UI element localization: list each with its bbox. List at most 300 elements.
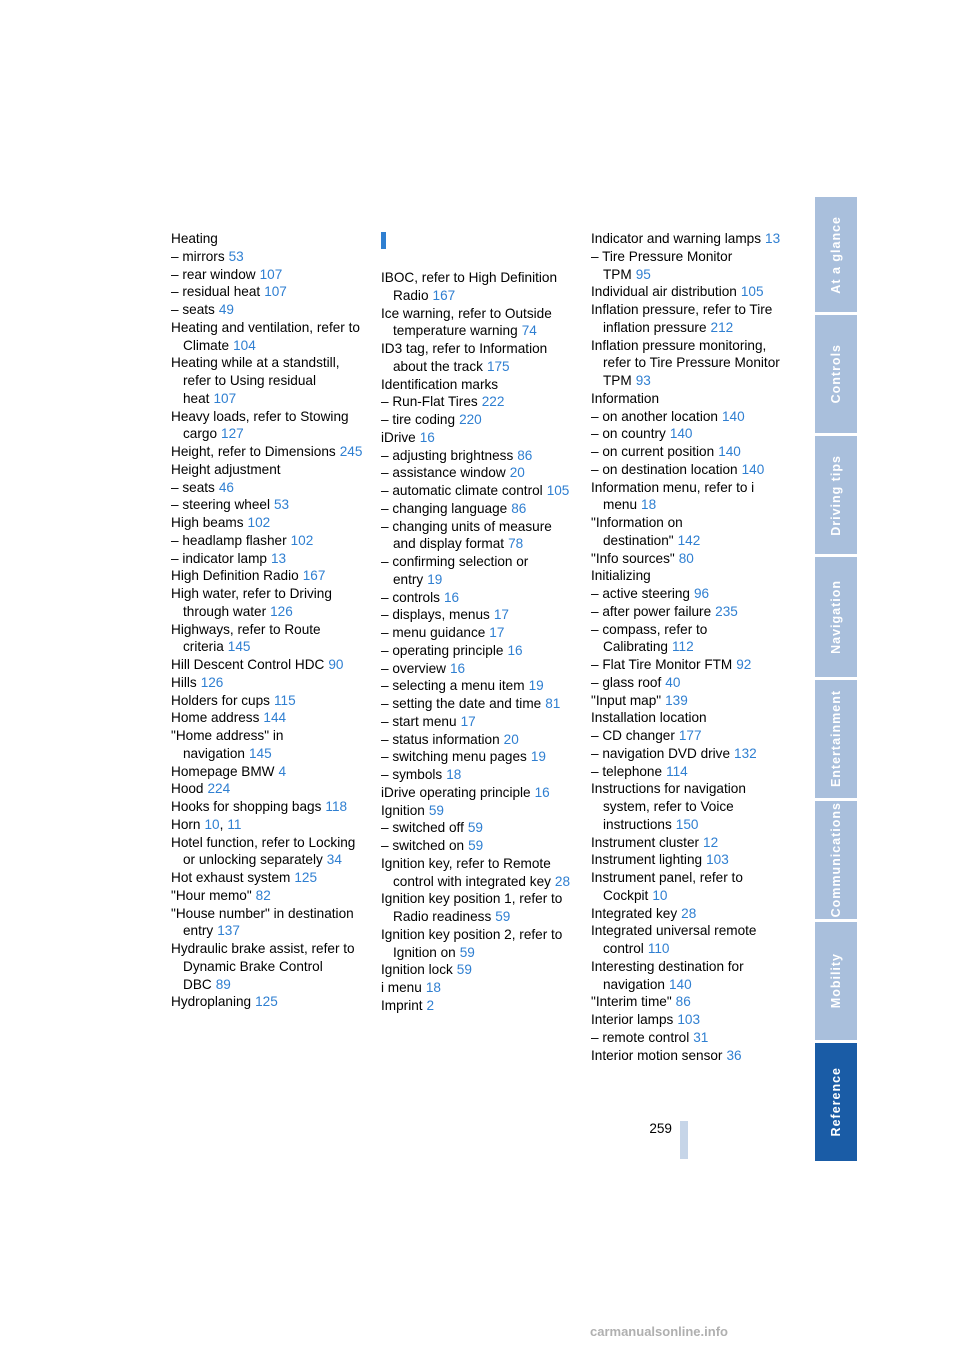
index-term: – steering wheel — [171, 497, 270, 513]
index-term: "Home address" in navigation — [171, 728, 284, 761]
page-reference-link[interactable]: 95 — [635, 266, 651, 282]
index-term: – status information — [381, 731, 500, 747]
index-entry — [381, 961, 573, 979]
page-reference-link[interactable]: 16 — [449, 660, 466, 676]
index-term: – controls — [381, 589, 440, 605]
index-entry — [171, 993, 363, 1011]
index-entry — [381, 766, 573, 784]
index-entry — [381, 784, 573, 802]
page-reference-link[interactable]: 17 — [489, 625, 505, 640]
page-reference-link[interactable]: 212 — [710, 319, 734, 335]
index-term: Indicator and warning lamps — [591, 231, 762, 246]
page-reference-link[interactable]: 10 — [204, 816, 220, 832]
index-entry — [171, 496, 363, 514]
index-entry — [591, 550, 783, 568]
tab-label: Navigation — [829, 580, 843, 654]
index-entry — [381, 890, 573, 926]
index-term: – assistance window — [381, 465, 506, 481]
index-entry — [381, 802, 573, 820]
index-term: Home address — [171, 710, 260, 726]
index-entry — [171, 514, 363, 532]
page-reference-link[interactable]: 17 — [493, 607, 509, 623]
page-reference-link[interactable]: 126 — [270, 603, 293, 619]
index-term: – switched on — [381, 838, 465, 853]
index-entry — [381, 606, 573, 624]
index-entry — [381, 447, 573, 465]
index-entry — [381, 660, 573, 678]
page-reference-link[interactable]: 102 — [247, 515, 271, 530]
page-reference-link[interactable]: 80 — [678, 550, 694, 566]
tab-driving-tips[interactable] — [815, 436, 857, 554]
page-reference-link[interactable]: 19 — [530, 749, 546, 765]
index-entry — [591, 727, 783, 745]
index-term: – indicator lamp — [171, 550, 267, 566]
index-term: – remote control — [591, 1029, 690, 1045]
index-entry — [381, 819, 573, 837]
page-reference-link[interactable]: 59 — [495, 909, 511, 924]
index-term: – on destination location — [591, 461, 738, 477]
index-entry — [171, 248, 363, 266]
index-entry — [591, 230, 783, 248]
index-entry — [381, 482, 573, 500]
index-term: Instrument lighting — [591, 852, 703, 868]
index-term: High beams — [171, 515, 244, 530]
index-entry — [591, 674, 783, 692]
index-term: – adjusting brightness — [381, 447, 514, 463]
index-term: – on current position — [591, 444, 715, 459]
index-term: Ignition key, refer to Remote control with integrated key — [381, 855, 551, 889]
index-term: Hotel function, refer to Locking or unlocking separately — [171, 834, 356, 868]
index-term: Hydroplaning — [171, 994, 252, 1010]
page-reference-link[interactable]: 139 — [665, 692, 688, 708]
page-reference-link[interactable]: 220 — [459, 412, 482, 427]
tab-reference[interactable] — [815, 1043, 857, 1161]
page-reference-link[interactable]: 74 — [521, 323, 537, 339]
index-entry — [381, 500, 573, 518]
page-number: 259 — [649, 1121, 672, 1136]
page-reference-link[interactable]: 93 — [635, 373, 651, 388]
page-reference-link[interactable]: 82 — [255, 887, 271, 903]
page-reference-link[interactable]: 31 — [693, 1029, 709, 1045]
page-reference-link[interactable]: 110 — [647, 941, 670, 956]
index-term: – operating principle — [381, 642, 504, 658]
page-reference-link[interactable]: 107 — [213, 390, 237, 406]
page-reference-link[interactable]: 16 — [507, 642, 523, 658]
index-term: – glass roof — [591, 674, 662, 690]
index-term: Highways, refer to Route criteria — [171, 621, 321, 655]
page-reference-link[interactable]: 103 — [677, 1012, 701, 1027]
page-reference-link[interactable]: 10 — [652, 887, 668, 903]
index-term: Hood — [171, 781, 204, 797]
index-entry — [591, 763, 783, 781]
page-reference-link[interactable]: 140 — [669, 426, 693, 442]
index-term: – Tire Pressure Monitor TPM — [591, 248, 733, 282]
index-term: Ignition lock — [381, 962, 453, 978]
index-term: iDrive — [381, 429, 416, 445]
index-term: Horn — [171, 816, 201, 832]
index-term: – start menu — [381, 713, 457, 729]
index-term: – Run-Flat Tires — [381, 394, 478, 410]
page-reference-link[interactable]: 235 — [715, 603, 738, 619]
page-reference-link[interactable]: 53 — [274, 497, 290, 513]
index-term: – menu guidance — [381, 625, 486, 640]
index-term: Inflation pressure, refer to Tire inflation pressure — [591, 302, 773, 335]
page-reference-link[interactable]: 104 — [233, 337, 256, 353]
page-reference-link[interactable]: 16 — [419, 429, 435, 445]
index-term: Ignition key position 2, refer to Ignition on — [381, 926, 563, 960]
index-entry — [381, 695, 573, 713]
tab-at-a-glance[interactable] — [815, 197, 857, 312]
index-term: – telephone — [591, 763, 663, 779]
page-reference-link[interactable]: 28 — [554, 873, 571, 889]
index-entry — [591, 922, 783, 958]
index-term: Imprint — [381, 997, 423, 1013]
index-entry — [591, 585, 783, 603]
page-reference-link[interactable]: 78 — [508, 536, 524, 552]
index-term: "Info sources" — [591, 550, 675, 566]
page-reference-link[interactable]: 28 — [681, 905, 697, 921]
index-term: – selecting a menu item — [381, 678, 525, 694]
index-term: Instrument panel, refer to Cockpit — [591, 870, 743, 903]
index-term: – active steering — [591, 586, 690, 601]
index-term: – compass, refer to Calibrating — [591, 621, 708, 655]
index-term: – overview — [381, 660, 446, 676]
index-entry — [381, 926, 573, 962]
page-number-bar — [680, 1121, 688, 1159]
index-term: Interior motion sensor — [591, 1047, 723, 1063]
page-reference-link[interactable]: 102 — [290, 532, 314, 548]
index-entry — [171, 443, 363, 461]
page-reference-link[interactable]: 86 — [511, 500, 527, 516]
tab-entertainment[interactable] — [815, 680, 857, 798]
index-term: Homepage BMW — [171, 763, 275, 779]
page-reference-link[interactable]: 112 — [671, 639, 694, 655]
index-entry — [381, 553, 573, 589]
tab-mobility[interactable] — [815, 922, 857, 1040]
index-term: Initializing — [591, 568, 651, 584]
page-reference-link[interactable]: 20 — [503, 731, 519, 747]
index-term: Hydraulic brake assist, refer to Dynamic Brake Control DBC — [171, 941, 355, 992]
index-entry — [171, 266, 363, 284]
index-entry — [591, 745, 783, 763]
index-entry — [381, 997, 573, 1015]
index-term: – CD changer — [591, 728, 675, 743]
page-reference-link[interactable]: 137 — [217, 923, 240, 939]
page-reference-link[interactable]: 59 — [467, 820, 483, 836]
index-entry — [381, 518, 573, 554]
index-entry — [171, 905, 363, 941]
index-term: i menu — [381, 980, 422, 995]
index-term: – symbols — [381, 767, 443, 782]
index-term: – navigation DVD drive — [591, 745, 731, 761]
page-reference-link[interactable]: 107 — [259, 266, 283, 282]
page-reference-link[interactable]: 19 — [427, 571, 443, 587]
index-entry — [171, 230, 363, 248]
index-entry — [381, 624, 573, 642]
index-term: Hill Descent Control HDC — [171, 657, 325, 672]
page-reference-link[interactable]: 145 — [227, 639, 251, 655]
index-term: Instrument cluster — [591, 834, 700, 850]
index-entry — [171, 461, 363, 479]
page-reference-link[interactable]: 19 — [528, 678, 544, 694]
page-reference-link[interactable]: 96 — [694, 586, 710, 601]
page-reference-link[interactable]: 125 — [255, 994, 278, 1010]
tab-navigation[interactable] — [815, 557, 857, 677]
index-term: Instructions for navigation system, refer to Voice instructions — [591, 781, 746, 832]
index-term: High Definition Radio — [171, 568, 299, 584]
index-entry — [591, 780, 783, 833]
index-term: – on country — [591, 426, 666, 442]
tab-communications[interactable] — [815, 801, 857, 919]
index-entry — [381, 269, 573, 305]
page-reference-link[interactable]: 40 — [665, 674, 681, 690]
index-entry — [381, 589, 573, 607]
page-reference-link[interactable]: 46 — [218, 479, 234, 495]
index-term: "Interim time" — [591, 994, 672, 1010]
tab-label: Mobility — [829, 953, 843, 1009]
index-term: Heating while at a standstill, refer to Using residual heat — [171, 355, 340, 406]
page-reference-link[interactable]: 59 — [456, 962, 472, 978]
index-term: – mirrors — [171, 248, 225, 264]
page-reference-link[interactable]: 105 — [546, 483, 570, 498]
tab-controls[interactable] — [815, 315, 857, 433]
index-term: – seats — [171, 479, 215, 495]
index-entry — [171, 479, 363, 497]
index-entry — [381, 713, 573, 731]
index-entry — [171, 780, 363, 798]
index-entry — [381, 376, 573, 394]
index-term: Inflation pressure monitoring, refer to Tire Pressure Monitor TPM — [591, 337, 780, 388]
index-entry — [171, 674, 363, 692]
page-reference-link[interactable]: 12 — [703, 834, 719, 850]
page-reference-link[interactable]: 53 — [228, 248, 244, 264]
page-reference-link[interactable]: 86 — [675, 994, 691, 1010]
index-term: Ignition — [381, 802, 425, 818]
page-reference-link[interactable]: 90 — [328, 657, 344, 672]
index-entry — [381, 340, 573, 376]
index-entry — [591, 1047, 783, 1065]
index-term: – rear window — [171, 266, 256, 282]
index-entry — [171, 585, 363, 621]
index-entry — [591, 425, 783, 443]
index-entry — [171, 869, 363, 887]
tab-label: Entertainment — [829, 690, 843, 788]
page-reference-link[interactable]: 145 — [248, 745, 272, 761]
index-term: – Flat Tire Monitor FTM — [591, 657, 733, 672]
index-entry — [591, 993, 783, 1011]
index-entry — [171, 727, 363, 763]
page-reference-link[interactable]: 16 — [534, 784, 550, 800]
tab-label: Communications — [829, 802, 843, 918]
index-entry — [591, 1011, 783, 1029]
index-term: Heavy loads, refer to Stowing cargo — [171, 408, 349, 442]
index-term: Identification marks — [381, 376, 499, 392]
page-reference-link[interactable]: 114 — [666, 763, 688, 779]
page-reference-link[interactable]: 49 — [218, 302, 234, 317]
index-entry — [381, 855, 573, 891]
index-entry — [591, 283, 783, 301]
page-reference-link[interactable]: 140 — [668, 976, 692, 992]
index-entry — [381, 411, 573, 429]
page-reference-link[interactable]: 103 — [706, 852, 729, 868]
page-reference-link[interactable]: 86 — [517, 447, 533, 463]
page-reference-link[interactable]: 13 — [765, 231, 781, 246]
index-entry — [171, 301, 363, 319]
index-term: Height adjustment — [171, 461, 281, 477]
index-entry — [171, 887, 363, 905]
index-entry — [381, 429, 573, 447]
page-reference-link[interactable]: 127 — [221, 426, 244, 442]
index-term: – automatic climate control — [381, 483, 543, 498]
index-entry — [171, 798, 363, 816]
index-entry — [381, 979, 573, 997]
page-reference-link[interactable]: 89 — [215, 976, 231, 992]
index-entry — [591, 958, 783, 994]
index-entry — [171, 709, 363, 727]
index-entry — [381, 642, 573, 660]
index-term: Information — [591, 390, 660, 406]
page-reference-link[interactable]: 16 — [443, 589, 460, 605]
index-entry — [591, 709, 783, 727]
page-reference-link[interactable]: 224 — [207, 781, 231, 797]
index-entry — [591, 390, 783, 408]
index-term: – switched off — [381, 820, 464, 836]
page-reference-link[interactable]: 245 — [339, 444, 363, 459]
index-term: – tire coding — [381, 412, 456, 427]
page-reference-link[interactable]: 20 — [509, 465, 525, 481]
tab-label: Reference — [829, 1067, 843, 1137]
page-reference-link[interactable]: 4 — [278, 763, 287, 779]
index-term: – confirming selection or entry — [381, 554, 529, 587]
index-entry — [171, 692, 363, 710]
page-reference-link[interactable]: 142 — [677, 532, 701, 548]
index-entry — [171, 550, 363, 568]
index-term: Integrated key — [591, 905, 678, 921]
index-term: Integrated universal remote control — [591, 923, 757, 956]
page-reference-link[interactable]: 150 — [675, 816, 699, 832]
index-entry — [591, 408, 783, 426]
page-reference-link[interactable]: 18 — [641, 497, 657, 513]
index-entry — [591, 692, 783, 710]
index-term: Heating — [171, 231, 218, 246]
page-reference-link[interactable]: 222 — [481, 394, 505, 410]
page-reference-link[interactable]: 59 — [428, 802, 444, 818]
index-entry — [591, 905, 783, 923]
section-tabs — [815, 197, 857, 1164]
page-reference-link[interactable]: 2 — [426, 997, 435, 1013]
index-entry — [171, 319, 363, 355]
page-reference-link[interactable]: 125 — [294, 870, 318, 885]
index-term: "Information on destination" — [591, 515, 683, 548]
page-reference-link[interactable]: 177 — [678, 728, 702, 743]
index-entry — [591, 443, 783, 461]
page-reference-link[interactable]: 36 — [726, 1047, 742, 1063]
index-term: – setting the date and time — [381, 696, 542, 711]
index-entry — [591, 834, 783, 852]
page-reference-link[interactable]: 17 — [460, 713, 476, 729]
index-term: Heating and ventilation, refer to Climate — [171, 319, 360, 353]
index-entry — [591, 567, 783, 585]
page-reference-link[interactable]: 144 — [263, 710, 287, 726]
page-reference-link[interactable]: 13 — [270, 550, 287, 566]
page-reference-link[interactable]: 140 — [718, 444, 741, 459]
page-reference-link[interactable]: 11 — [227, 816, 242, 832]
index-term: Height, refer to Dimensions — [171, 444, 336, 459]
page-reference-link[interactable]: 140 — [721, 408, 745, 424]
index-term: iDrive operating principle — [381, 784, 531, 800]
index-term: Holders for cups — [171, 692, 270, 708]
index-term: Interesting destination for navigation — [591, 958, 744, 992]
index-entry — [381, 837, 573, 855]
page-reference-link[interactable]: 107 — [264, 284, 287, 300]
index-column-2 — [381, 230, 573, 1015]
tab-label: Driving tips — [829, 454, 843, 536]
index-entry — [591, 301, 783, 337]
page-reference-link[interactable]: 59 — [459, 944, 475, 960]
index-entry — [381, 393, 573, 411]
index-term: – switching menu pages — [381, 749, 527, 765]
index-entry — [591, 656, 783, 674]
index-entry — [171, 816, 363, 834]
watermark: carmanualsonline.info — [590, 1324, 728, 1339]
index-column-3 — [591, 230, 783, 1064]
page-reference-link[interactable]: 81 — [545, 696, 561, 711]
tab-label: Controls — [829, 344, 843, 404]
page-reference-link[interactable]: 167 — [302, 568, 326, 584]
index-entry — [171, 283, 363, 301]
page-reference-link[interactable]: 167 — [432, 287, 456, 303]
index-term: Ignition key position 1, refer to Radio readiness — [381, 891, 563, 924]
index-entry — [591, 869, 783, 905]
index-term: "Input map" — [591, 692, 662, 708]
page-reference-link[interactable]: 34 — [326, 852, 342, 868]
index-entry — [591, 337, 783, 390]
page-reference-link[interactable]: 175 — [486, 358, 510, 374]
tab-label: At a glance — [829, 215, 843, 294]
page-reference-link[interactable]: 140 — [741, 461, 765, 477]
index-entry — [591, 603, 783, 621]
index-entry — [381, 464, 573, 482]
page-separator: , — [219, 816, 224, 832]
index-term: Hot exhaust system — [171, 870, 291, 885]
index-entry — [591, 1029, 783, 1047]
index-entry — [171, 940, 363, 993]
index-entry — [171, 621, 363, 657]
page-reference-link[interactable]: 132 — [734, 745, 757, 761]
page-reference-link[interactable]: 105 — [740, 284, 764, 300]
page-reference-link[interactable]: 126 — [200, 674, 224, 690]
page-reference-link[interactable]: 118 — [325, 799, 348, 814]
index-entry — [381, 305, 573, 341]
page-reference-link[interactable]: 92 — [736, 657, 752, 672]
index-term: – on another location — [591, 408, 718, 424]
index-term: High water, refer to Driving through water — [171, 586, 332, 619]
index-term: – changing units of measure and display format — [381, 518, 552, 552]
index-term: IBOC, refer to High Definition Radio — [381, 270, 558, 303]
page-reference-link[interactable]: 18 — [425, 980, 441, 995]
index-entry — [591, 461, 783, 479]
index-term: – after power failure — [591, 603, 712, 619]
index-term: Installation location — [591, 710, 707, 726]
page-reference-link[interactable]: 115 — [273, 692, 296, 708]
page-reference-link[interactable]: 18 — [446, 767, 462, 782]
index-entry — [381, 677, 573, 695]
index-entry — [591, 851, 783, 869]
index-term: – displays, menus — [381, 607, 490, 623]
index-term: Individual air distribution — [591, 284, 737, 300]
page-reference-link[interactable]: 59 — [468, 838, 484, 853]
index-column-1 — [171, 230, 363, 1011]
